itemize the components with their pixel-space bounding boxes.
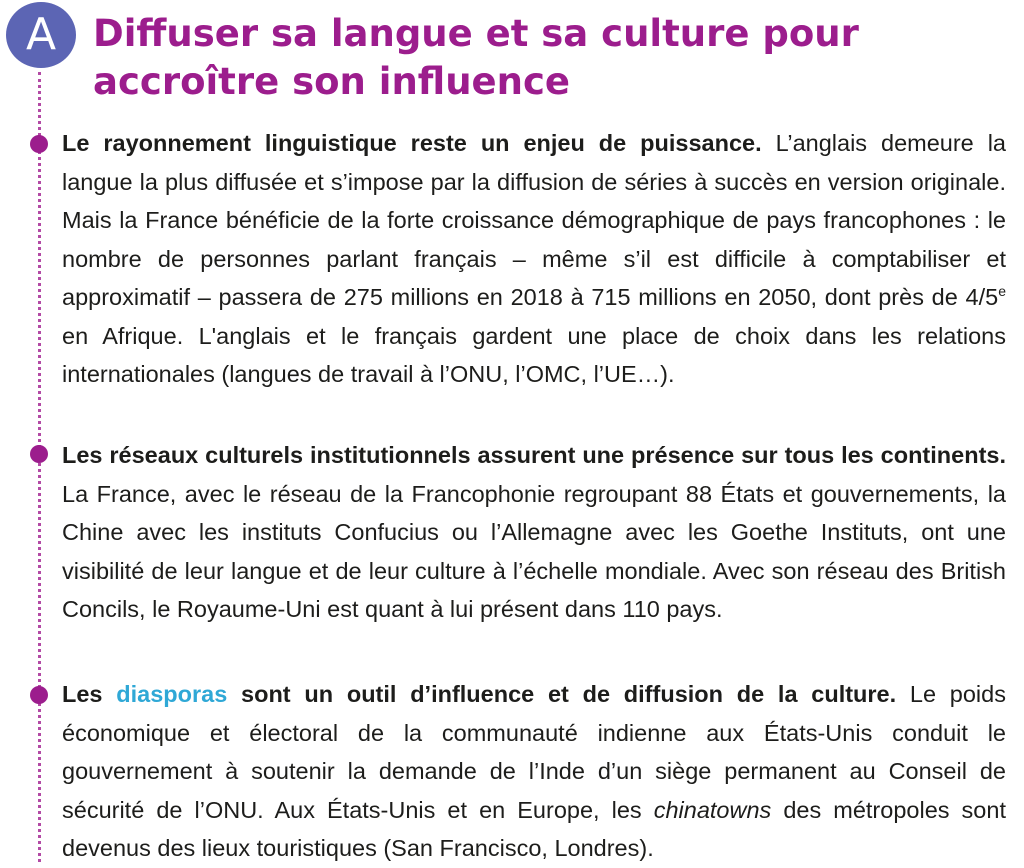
paragraph-body: des métropoles sont devenus des lieux touristiques (San Francisco, Londres). (62, 796, 1006, 861)
glossary-term-link[interactable]: diasporas (116, 681, 228, 707)
dotted-margin-rule (38, 72, 41, 862)
paragraph-body: La France, avec le réseau de la Francophonie regroupant 88 États et gouvernements, la Chine avec les instituts Confucius ou l’Allemagne avec les Goethe Instituts, ont une visibilité de leur langue et de leur culture à l’échelle mondiale. Avec son réseau des British Concils, le Royaume-Uni est quant à lui présent dans 110 pays. (62, 480, 1006, 622)
bullet-dot-icon (30, 445, 48, 463)
paragraph-linguistic-influence (62, 124, 1006, 394)
paragraph-lead (62, 681, 896, 707)
lead-text: sont un outil d’influence et de diffusion de la culture. (227, 681, 897, 707)
paragraph-body: L’anglais demeure la langue la plus diffusée et s’impose par la diffusion de séries à succès en version originale. Mais la France bénéficie de la forte croissance démographique de pays francophones : le nombre de personnes parlant français – même s’il est difficile à comptabiliser et approximatif – passera de 275 millions en 2018 à 715 millions en 2050, dont près de 4/5 (62, 130, 1006, 310)
lead-text: Les (62, 681, 117, 707)
paragraph-lead: Le rayonnement linguistique reste un enjeu de puissance. (62, 130, 762, 156)
paragraph-diasporas (62, 675, 1006, 868)
italic-term: chinatowns (653, 796, 772, 823)
paragraph-body: en Afrique. L'anglais et le français gardent une place de choix dans les relations internationales (langues de travail à l’ONU, l’OMC, l’UE…). (62, 322, 1006, 387)
bullet-dot-icon (30, 686, 48, 704)
section-title: Diffuser sa langue et sa culture pour accroître son influence (93, 12, 859, 103)
bullet-dot-icon (30, 135, 48, 153)
superscript: e (998, 283, 1006, 300)
paragraph-body: Le poids économique et électoral de la communauté indienne aux États-Unis conduit le gouvernement à soutenir la demande de l’Inde d’un siège permanent au Conseil de sécurité de l’ONU. Aux États-Unis et en Europe, les (62, 681, 1006, 823)
paragraph-lead: Les réseaux culturels institutionnels assurent une présence sur tous les continents. (62, 442, 1006, 468)
section-letter-badge: A (6, 2, 76, 68)
paragraph-cultural-networks (62, 436, 1006, 629)
